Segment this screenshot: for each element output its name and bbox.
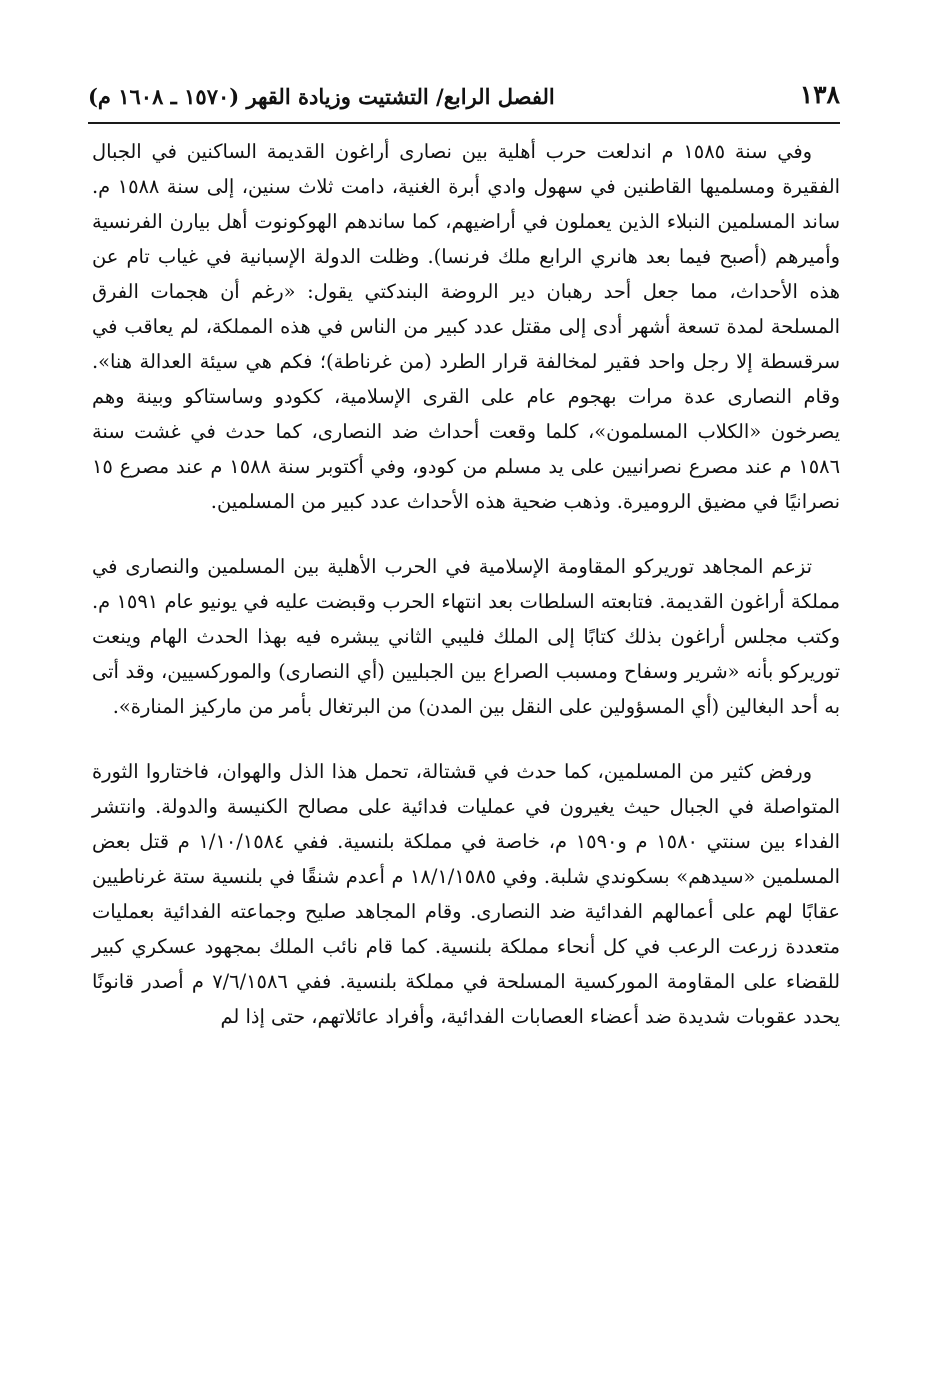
paragraph: وفي سنة ١٥٨٥ م اندلعت حرب أهلية بين نصارى أراغون القديمة الساكنين في الجبال الفقيرة ومسلميها القاطنين في سهول وادي أبرة الغنية، دامت ثلاث سنين، إلى سنة ١٥٨٨ م. ساند المسلمين النبلاء الذين يعملون في أراضيهم، كما ساندهم الهوكونوت أهل بيارن الفرنسية وأميرهم (أصبح فيما بعد هانري الرابع ملك فرنسا). وظلت الدولة الإسبانية في غياب تام عن هذه الأحداث، مما جعل أحد رهبان دير الروضة البندكتي يقول: «رغم أن هجمات الفرق المسلحة لمدة تسعة أشهر أدى إلى مقتل عدد كبير من الناس في هذه المملكة، لم يعاقب في سرقسطة إلا رجل واحد فقير لمخالفة قرار الطرد (من غرناطة)؛ فكم هي سيئة العدالة هنا». وقام النصارى عدة مرات بهجوم عام على القرى الإسلامية، ككودو وساستاكو وبينة وهم يصرخون «الكلاب المسلمون»، كلما وقعت أحداث ضد النصارى، كما حدث في غشت سنة ١٥٨٦ م عند مصرع نصرانيين على يد مسلم من كودو، وفي أكتوبر سنة ١٥٨٨ م عند مصرع ١٥ نصرانيًا في مضيق الروميرة. وذهب ضحية هذه الأحداث عدد كبير من المسلمين. (92, 140, 841, 513)
paragraph: ورفض كثير من المسلمين، كما حدث في قشتالة، تحمل هذا الذل والهوان، فاختاروا الثورة المتواصلة في الجبال حيث يغيرون في عمليات فدائية على مصالح الكنيسة والدولة. وانتشر الفداء بين سنتي ١٥٨٠ م و١٥٩٠ م، خاصة في مملكة بلنسية. ففي ١/١٠/١٥٨٤ م قتل بعض المسلمين «سيدهم» بسكوندي شلبة. وفي ١٨/١/١٥٨٥ م أعدم شنقًا في بلنسية ستة غرناطيين عقابًا لهم على أعمالهم الفدائية ضد النصارى. وقام المجاهد صليح وجماعته الفدائية بعمليات متعددة زرعت الرعب في كل أنحاء مملكة بلنسية. كما قام نائب الملك بمجهود عسكري كبير للقضاء على المقاومة الموركسية المسلحة في مملكة بلنسية. ففي ٧/٦/١٥٨٦ م أصدر قانونًا يحدد عقوبات شديدة ضد أعضاء العصابات الفدائية، وأفراد عائلاتهم، حتى إذا لم (92, 760, 841, 1028)
page-number: ١٣٨ (799, 80, 840, 109)
header-rule (88, 122, 840, 124)
running-title: الفصل الرابع/ التشتيت وزيادة القهر (١٥٧٠ ـ ١٦٠٨ م) (88, 84, 555, 109)
body-text (92, 134, 840, 1034)
paragraph: تزعم المجاهد توريركو المقاومة الإسلامية في الحرب الأهلية بين المسلمين والنصارى في مملكة أراغون القديمة. فتابعته السلطات بعد انتهاء الحرب وقبضت عليه في يونيو عام ١٥٩١ م. وكتب مجلس أراغون بذلك كتابًا إلى الملك فليبي الثاني يبشره فيه بهذا الحدث الهام وينعت توريركو بأنه «شرير وسفاح ومسبب الصراع بين الجبليين (أي النصارى) والموركسيين، وقد أتى به أحد البغالين (أي المسؤولين على النقل بين المدن) من البرتغال بأمر من ماركيز المنارة». (92, 555, 840, 718)
page-header (88, 78, 840, 118)
